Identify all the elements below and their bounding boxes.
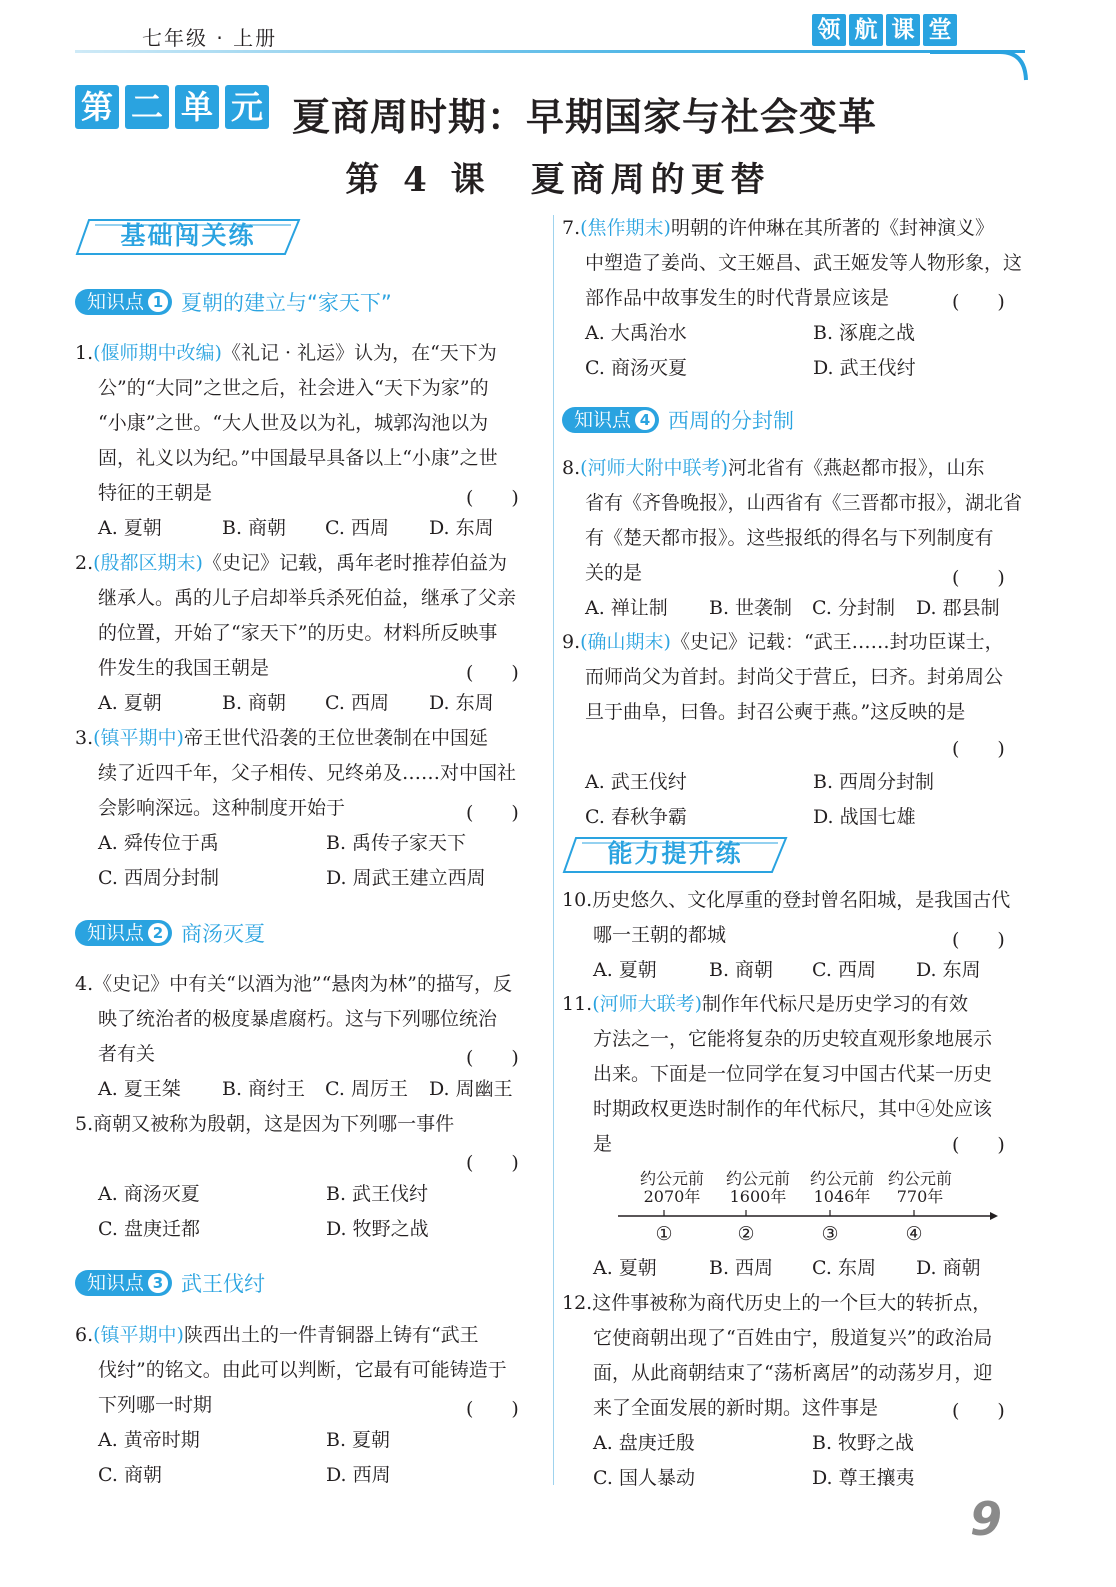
q-text: 会影响深远。这种制度开始于 <box>98 797 346 819</box>
section-banner-advanced <box>562 835 788 875</box>
q-text: 伐纣”的铭文。由此可以判断，它最有可能铸造于 <box>98 1359 507 1381</box>
brand-char: 课 <box>886 14 920 46</box>
q-text: “小康”之世。“大人世及以为礼，城郭沟池以为 <box>98 412 489 434</box>
timeline-label: 约公元前 <box>725 1169 791 1188</box>
kp-title: 武王伐纣 <box>181 1272 266 1296</box>
section-title: 能力提升练 <box>607 839 743 868</box>
option[interactable]: D. 牧野之战 <box>326 1218 429 1240</box>
q-number: 11. <box>562 993 593 1015</box>
timeline-label: 约公元前 <box>639 1169 705 1188</box>
q-options <box>562 1251 1032 1286</box>
q-number: 7. <box>562 217 581 239</box>
answer-blank[interactable]: ( ) <box>952 567 1005 589</box>
q-text: 特征的王朝是 <box>98 482 213 504</box>
option[interactable]: C. 东周 <box>812 1257 876 1279</box>
question-5 <box>75 1107 545 1247</box>
q-options <box>562 800 1032 835</box>
kp-label: 知识点 <box>87 291 145 313</box>
option[interactable]: A. 黄帝时期 <box>98 1429 200 1451</box>
q-number: 10. <box>562 889 593 911</box>
answer-blank[interactable]: ( ) <box>952 1134 1005 1156</box>
option[interactable]: A. 禅让制 <box>585 597 668 619</box>
q-number: 3. <box>75 727 94 749</box>
answer-blank[interactable]: ( ) <box>952 929 1005 951</box>
header-curve <box>930 38 1030 83</box>
q-text: 出来。下面是一位同学在复习中国古代某一历史 <box>593 1063 993 1085</box>
option[interactable]: C. 西周分封制 <box>98 867 219 889</box>
answer-blank[interactable]: ( ) <box>466 802 519 824</box>
kp-number: 3 <box>148 1273 168 1293</box>
answer-blank[interactable]: ( ) <box>466 1047 519 1069</box>
question-9 <box>562 625 1032 835</box>
unit-label <box>75 85 269 129</box>
kp-label: 知识点 <box>87 922 145 944</box>
q-source: (殷都区期末) <box>93 552 203 574</box>
timeline-marker: ① <box>655 1223 673 1245</box>
option[interactable]: C. 商朝 <box>98 1464 162 1486</box>
timeline-label: 约公元前 <box>887 1169 953 1188</box>
section-banner-basic <box>75 217 301 257</box>
kp-number: 1 <box>148 292 168 312</box>
timeline-marker: ② <box>737 1223 755 1245</box>
option[interactable]: D. 西周 <box>326 1464 391 1486</box>
q-number: 5. <box>75 1113 94 1135</box>
timeline-marker: ③ <box>821 1223 839 1245</box>
timeline-marker: ④ <box>905 1223 923 1245</box>
q-text: 来了全面发展的新时期。这件事是 <box>593 1397 879 1419</box>
timeline-year: 770年 <box>896 1187 944 1206</box>
q-text: 《史记》记载：“武王……封功臣谋士， <box>670 631 1004 653</box>
q-text: 而师尚父为首封。封尚父于营丘，曰齐。封弟周公 <box>585 666 1004 688</box>
q-text: 固，礼义以为纪。”中国最早具备以上“小康”之世 <box>98 447 498 469</box>
q-source: (偃师期中改编) <box>93 342 222 364</box>
q-options <box>75 1177 545 1212</box>
q-text: 时期政权更迭时制作的年代标尺，其中④处应该 <box>593 1098 993 1120</box>
unit-char: 二 <box>125 85 169 129</box>
answer-blank[interactable]: ( ) <box>466 487 519 509</box>
option[interactable]: A. 夏王桀 <box>98 1078 181 1100</box>
option[interactable]: C. 西周 <box>325 692 389 714</box>
kp-badge <box>75 920 172 946</box>
q-number: 8. <box>562 457 581 479</box>
unit-char: 第 <box>75 85 119 129</box>
option[interactable]: B. 禹传子家天下 <box>326 832 467 854</box>
q-text: 这件事被称为商代历史上的一个巨大的转折点， <box>592 1292 992 1314</box>
timeline-ruler <box>618 1166 1000 1248</box>
q-source: (河师大附中联考) <box>580 457 728 479</box>
q-options <box>75 861 545 896</box>
option[interactable]: B. 牧野之战 <box>812 1432 915 1454</box>
q-options <box>75 1212 545 1247</box>
answer-blank[interactable]: ( ) <box>466 1152 519 1174</box>
q-text: 下列哪一时期 <box>98 1394 213 1416</box>
option[interactable]: A. 武王伐纣 <box>585 771 687 793</box>
lesson-title: 第 4 课 夏商周的更替 <box>345 160 771 200</box>
kp-title: 西周的分封制 <box>668 409 795 433</box>
option[interactable]: C. 商汤灭夏 <box>585 357 687 379</box>
q-options <box>562 1426 1032 1461</box>
knowledge-point-2 <box>75 918 265 948</box>
answer-blank[interactable]: ( ) <box>466 662 519 684</box>
answer-blank[interactable]: ( ) <box>952 291 1005 313</box>
option[interactable]: C. 周厉王 <box>325 1078 408 1100</box>
q-text: 《礼记 · 礼运》认为，在“天下为 <box>221 342 497 364</box>
option[interactable]: C. 西周 <box>325 517 389 539</box>
option[interactable]: B. 商朝 <box>222 692 287 714</box>
unit-char: 单 <box>175 85 219 129</box>
page-number: 9 <box>970 1492 1003 1546</box>
option[interactable]: D. 东周 <box>429 517 494 539</box>
brand-char: 领 <box>812 14 846 46</box>
question-11-options <box>562 1251 1032 1286</box>
brand-char: 航 <box>849 14 883 46</box>
q-text: 部作品中故事发生的时代背景应该是 <box>585 287 890 309</box>
question-4 <box>75 967 545 1107</box>
option[interactable]: B. 商朝 <box>222 517 287 539</box>
option[interactable]: C. 分封制 <box>812 597 895 619</box>
q-text: 有《楚天都市报》。这些报纸的得名与下列制度有 <box>585 527 994 549</box>
option[interactable]: B. 夏朝 <box>326 1429 391 1451</box>
option[interactable]: A. 大禹治水 <box>585 322 687 344</box>
option[interactable]: C. 盘庚迁都 <box>98 1218 200 1240</box>
option[interactable]: D. 郡县制 <box>916 597 1000 619</box>
q-options <box>75 686 545 721</box>
q-options <box>562 591 1032 626</box>
option[interactable]: D. 东周 <box>916 959 981 981</box>
q-text: 帝王世代沿袭的王位世袭制在中国延 <box>183 727 488 749</box>
knowledge-point-4 <box>562 405 794 435</box>
option[interactable]: A. 商汤灭夏 <box>98 1183 200 1205</box>
unit-title: 夏商周时期：早期国家与社会变革 <box>292 95 878 139</box>
q-text: 历史悠久、文化厚重的登封曾名阳城，是我国古代 <box>592 889 1011 911</box>
option[interactable]: B. 商朝 <box>709 959 774 981</box>
q-number: 1. <box>75 342 94 364</box>
q-text: 续了近四千年，父子相传、兄终弟及……对中国社 <box>98 762 517 784</box>
arrow-icon <box>990 1212 998 1220</box>
knowledge-point-3 <box>75 1268 265 1298</box>
q-text: 者有关 <box>98 1043 156 1065</box>
kp-label: 知识点 <box>87 1272 145 1294</box>
kp-title: 商汤灭夏 <box>181 922 266 946</box>
q-number: 6. <box>75 1324 94 1346</box>
q-text: 哪一王朝的都城 <box>593 924 727 946</box>
kp-title: 夏朝的建立与“家天下” <box>181 291 392 315</box>
question-1 <box>75 336 545 546</box>
option[interactable]: A. 夏朝 <box>593 1257 657 1279</box>
q-text: 旦于曲阜，曰鲁。封召公奭于燕。”这反映的是 <box>585 701 966 723</box>
q-text: 继承人。禹的儿子启却举兵杀死伯益，继承了父亲 <box>98 587 517 609</box>
q-text: 它使商朝出现了“百姓由宁，殷道复兴”的政治局 <box>593 1327 993 1349</box>
q-source: (镇平期中) <box>93 1324 184 1346</box>
q-text: 《史记》记载，禹年老时推荐伯益为 <box>202 552 507 574</box>
question-12 <box>562 1286 1032 1496</box>
q-source: (确山期末) <box>580 631 671 653</box>
option[interactable]: D. 周武王建立西周 <box>326 867 486 889</box>
q-options <box>75 511 545 546</box>
q-number: 2. <box>75 552 94 574</box>
header-rule <box>75 50 1025 53</box>
knowledge-point-1 <box>75 287 392 317</box>
q-options <box>75 1458 545 1493</box>
option[interactable]: A. 夏朝 <box>593 959 657 981</box>
q-options <box>562 953 1032 988</box>
q-text: 省有《齐鲁晚报》，山西省有《三晋都市报》，湖北省 <box>585 492 1023 514</box>
option[interactable]: D. 商朝 <box>916 1257 981 1279</box>
q-options <box>75 826 545 861</box>
option[interactable]: B. 涿鹿之战 <box>813 322 916 344</box>
option[interactable]: A. 夏朝 <box>98 692 162 714</box>
kp-label: 知识点 <box>574 409 632 431</box>
option[interactable]: B. 武王伐纣 <box>326 1183 429 1205</box>
q-options <box>562 1461 1032 1496</box>
q-text: 是 <box>593 1133 613 1155</box>
unit-char: 元 <box>225 85 269 129</box>
kp-badge <box>562 407 659 433</box>
q-number: 12. <box>562 1292 593 1314</box>
q-text: 映了统治者的极度暴虐腐朽。这与下列哪位统治 <box>98 1008 498 1030</box>
q-source: (河师大联考) <box>592 993 703 1015</box>
q-text: 明朝的许仲琳在其所著的《封神演义》 <box>670 217 994 239</box>
q-text: 制作年代标尺是历史学习的有效 <box>702 993 969 1015</box>
option[interactable]: C. 国人暴动 <box>593 1467 695 1489</box>
timeline-year: 1046年 <box>813 1187 871 1206</box>
option[interactable]: B. 商纣王 <box>222 1078 306 1100</box>
timeline-year: 2070年 <box>643 1187 701 1206</box>
brand-char: 堂 <box>923 14 957 46</box>
option[interactable]: A. 盘庚迁殷 <box>593 1432 695 1454</box>
q-text: 公”的“大同”之世之后，社会进入“天下为家”的 <box>98 377 489 399</box>
answer-blank[interactable]: ( ) <box>466 1398 519 1420</box>
answer-blank[interactable]: ( ) <box>952 738 1005 760</box>
option[interactable]: D. 周幽王 <box>429 1078 513 1100</box>
option[interactable]: D. 东周 <box>429 692 494 714</box>
q-options <box>75 1072 545 1107</box>
q-text: 面，从此商朝结束了“荡析离居”的动荡岁月，迎 <box>593 1362 993 1384</box>
q-options <box>562 316 1032 351</box>
q-text: 《史记》中有关“以酒为池”“悬肉为林”的描写，反 <box>93 973 512 995</box>
q-text: 关的是 <box>585 562 643 584</box>
q-text: 方法之一，它能将复杂的历史较直观形象地展示 <box>593 1028 993 1050</box>
option[interactable]: D. 尊王攘夷 <box>812 1467 915 1489</box>
column-divider <box>553 215 554 1485</box>
answer-blank[interactable]: ( ) <box>952 1400 1005 1422</box>
q-text: 中塑造了姜尚、文王姬昌、武王姬发等人物形象，这 <box>585 252 1023 274</box>
q-text: 河北省有《燕赵都市报》，山东 <box>727 457 985 479</box>
kp-number: 2 <box>148 923 168 943</box>
kp-badge <box>75 1270 172 1296</box>
kp-number: 4 <box>635 410 655 430</box>
option[interactable]: A. 夏朝 <box>98 517 162 539</box>
option[interactable]: A. 舜传位于禹 <box>98 832 219 854</box>
q-text: 陕西出土的一件青铜器上铸有“武王 <box>183 1324 479 1346</box>
q-source: (镇平期中) <box>93 727 184 749</box>
option[interactable]: D. 武王伐纣 <box>813 357 916 379</box>
section-title: 基础闯关练 <box>120 221 256 250</box>
q-options <box>562 765 1032 800</box>
q-text: 件发生的我国王朝是 <box>98 657 270 679</box>
q-source: (焦作期末) <box>580 217 671 239</box>
q-options <box>75 1423 545 1458</box>
q-number: 4. <box>75 973 94 995</box>
option[interactable]: C. 春秋争霸 <box>585 806 687 828</box>
q-text: 的位置，开始了“家天下”的历史。材料所反映事 <box>98 622 498 644</box>
grade-label: 七年级 · 上册 <box>142 26 278 50</box>
kp-badge <box>75 289 172 315</box>
option[interactable]: B. 西周 <box>709 1257 774 1279</box>
timeline-label: 约公元前 <box>809 1169 875 1188</box>
option[interactable]: B. 世袭制 <box>709 597 793 619</box>
option[interactable]: C. 西周 <box>812 959 876 981</box>
question-8 <box>562 451 1032 626</box>
q-number: 9. <box>562 631 581 653</box>
question-2 <box>75 546 545 721</box>
q-text: 商朝又被称为殷朝，这是因为下列哪一事件 <box>93 1113 455 1135</box>
timeline-year: 1600年 <box>729 1187 787 1206</box>
option[interactable]: B. 西周分封制 <box>813 771 935 793</box>
q-options <box>562 351 1032 386</box>
option[interactable]: D. 战国七雄 <box>813 806 916 828</box>
